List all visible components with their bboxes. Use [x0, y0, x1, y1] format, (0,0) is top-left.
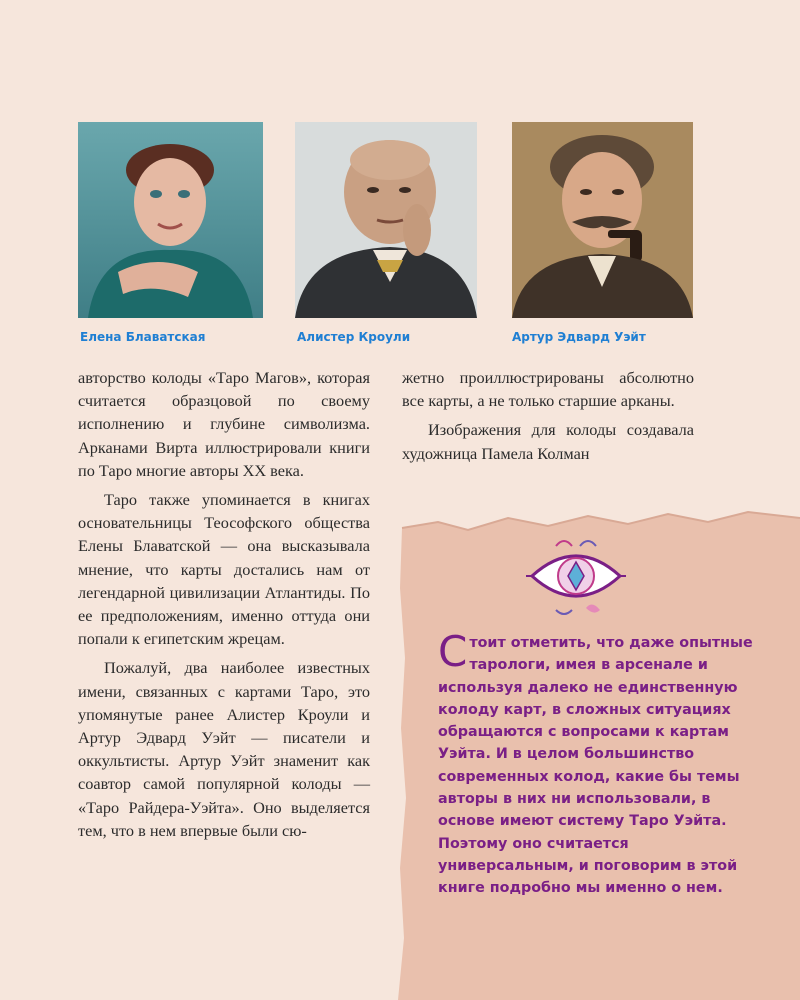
caption-blavatsky: Елена Блаватская — [80, 330, 206, 344]
paragraph: Изображения для колоды создавала художница Памела Колман — [402, 420, 694, 463]
left-column — [78, 366, 370, 842]
caption-waite: Артур Эдвард Уэйт — [512, 330, 646, 344]
right-column — [402, 366, 694, 465]
paragraph: жетно проиллюстрированы абсолютно все карты, а не только старшие арканы. — [402, 368, 694, 411]
portrait-blavatsky — [78, 122, 263, 318]
portrait-crowley — [295, 122, 477, 318]
drop-cap: С — [438, 627, 468, 676]
paragraph: авторство колоды «Таро Магов», которая считается образцовой по своему исполнению и глубине символизма. Арканами Вирта иллюстрировали книги по Таро многие авторы XX века. — [78, 368, 370, 480]
quote-panel — [398, 508, 800, 1000]
quote-text — [438, 627, 758, 900]
eye-icon — [526, 532, 626, 622]
caption-crowley: Алистер Кроули — [297, 330, 411, 344]
portrait-waite — [512, 122, 693, 318]
quote-body: тоит отметить, что даже опытные тарологи, имея в арсенале и используя далеко не единственную колоду карт, в сложных ситуациях обращаются с вопросами к картам Уэйта. И в целом большинство современных колод, какие бы темы авторы в них ни использовали, в основе имеют систему Таро Уэйта. Поэтому оно считается универсальным, и поговорим в этой книге подробно мы именно о нем. — [438, 635, 753, 897]
paragraph: Пожалуй, два наиболее известных имени, связанных с картами Таро, это упомянутые ранее Алистер Кроули и Артур Эдвард Уэйт — писатели и оккультисты. Артур Уэйт знаменит как соавтор самой популярной колоды — «Таро Райдера-Уэйта». Оно выделяется тем, что в нем впервые были сю- — [78, 658, 370, 840]
paragraph: Таро также упоминается в книгах основательницы Теософского общества Елены Блаватской — она высказывала мнение, что карты достались нам от легендарной цивилизации Атлантиды. По ее предположениям, именно оттуда они попали к египетским жрецам. — [78, 490, 370, 649]
